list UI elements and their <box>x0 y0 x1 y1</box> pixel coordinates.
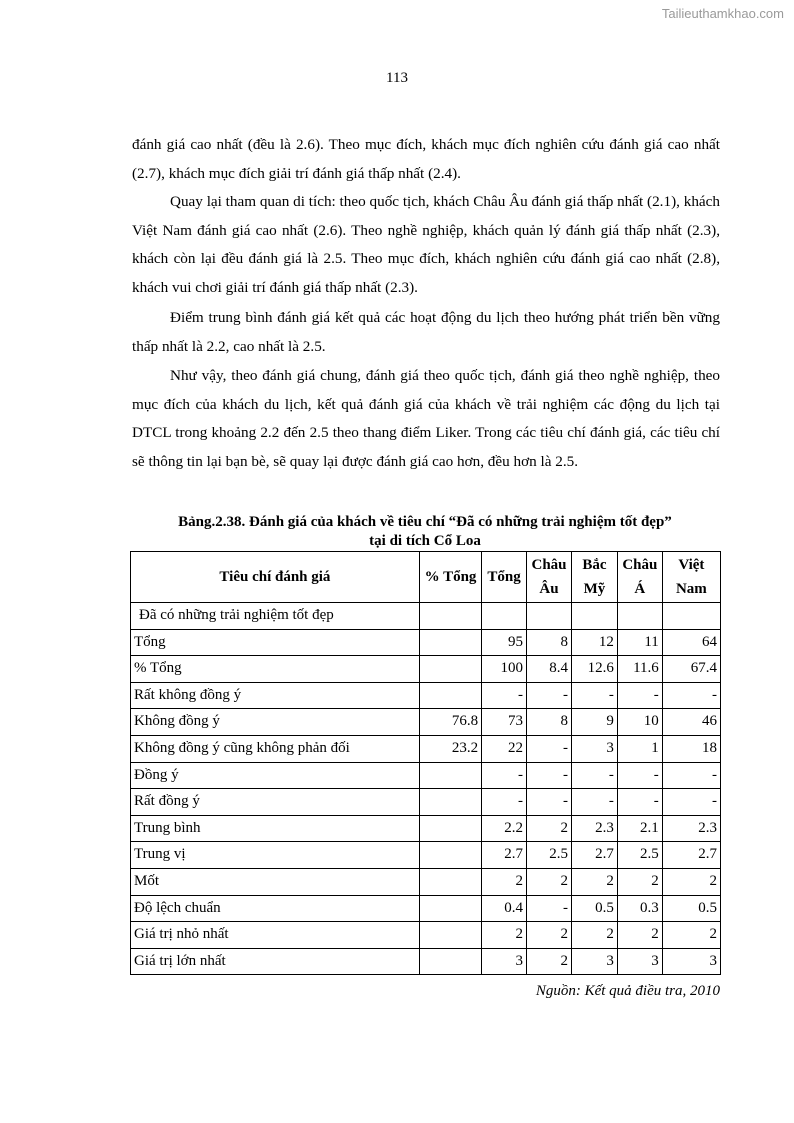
table-cell: 2 <box>527 868 572 895</box>
table-caption <box>120 513 730 551</box>
table-caption-line-2: tại di tích Cổ Loa <box>369 533 481 549</box>
table-cell: 8 <box>527 709 572 736</box>
table-cell: 95 <box>482 629 527 656</box>
row-label: Rất đồng ý <box>131 789 420 816</box>
table-cell <box>419 789 481 816</box>
table-cell: - <box>527 895 572 922</box>
table-cell: 64 <box>662 629 720 656</box>
table-cell: - <box>571 762 617 789</box>
row-label: Trung vị <box>131 842 420 869</box>
table-cell: - <box>571 789 617 816</box>
table-cell: 2.3 <box>662 815 720 842</box>
table-cell: 67.4 <box>662 656 720 683</box>
table-caption-line-1: Bảng.2.38. Đánh giá của khách về tiêu chí “Đã có những trải nghiệm tốt đẹp” <box>178 514 672 530</box>
table-cell <box>617 603 662 630</box>
table-cell: 2.7 <box>571 842 617 869</box>
table-row <box>131 922 721 949</box>
row-label: Tổng <box>131 629 420 656</box>
table-row <box>131 629 721 656</box>
table-cell: 3 <box>617 948 662 975</box>
table-cell <box>419 762 481 789</box>
table-row <box>131 762 721 789</box>
table-cell: 2 <box>617 922 662 949</box>
header-criteria: Tiêu chí đánh giá <box>131 552 420 603</box>
row-label: Trung bình <box>131 815 420 842</box>
table-cell: 3 <box>662 948 720 975</box>
table-cell: 9 <box>571 709 617 736</box>
row-label: Rất không đồng ý <box>131 682 420 709</box>
table-cell <box>419 603 481 630</box>
paragraph-3 <box>132 304 720 361</box>
table-cell: 3 <box>571 948 617 975</box>
header-asia: Châu Á <box>617 552 662 603</box>
paragraph-text: Điểm trung bình đánh giá kết quả các hoạt động du lịch theo hướng phát triển bền vững thấp nhất là 2.2, cao nhất là 2.5. <box>132 309 720 355</box>
table-cell <box>419 895 481 922</box>
table-cell: 12 <box>571 629 617 656</box>
table-cell: - <box>482 682 527 709</box>
row-label: Không đồng ý <box>131 709 420 736</box>
table-row <box>131 656 721 683</box>
table-cell: 2 <box>662 922 720 949</box>
table-cell: 22 <box>482 735 527 762</box>
table-cell: 12.6 <box>571 656 617 683</box>
table-cell: 2 <box>662 868 720 895</box>
row-label: Giá trị lớn nhất <box>131 948 420 975</box>
table-cell: 2 <box>482 868 527 895</box>
paragraph-text: Quay lại tham quan di tích: theo quốc tịch, khách Châu Âu đánh giá thấp nhất (2.1), khách Việt Nam đánh giá cao nhất (2.6). Theo nghề nghiệp, khách quản lý đánh giá thấp nhất (2.3), khách còn lại đều đánh giá là 2.5. Theo mục đích, khách nghiên cứu đánh giá cao nhất (2.8), khách vui chơi giải trí đánh giá thấp nhất (2.3). <box>132 193 720 296</box>
table-cell: 2 <box>527 948 572 975</box>
table-cell: 0.4 <box>482 895 527 922</box>
table-cell <box>419 656 481 683</box>
watermark: Tailieuthamkhao.com <box>661 6 784 21</box>
table-cell: 2 <box>571 922 617 949</box>
table-cell: 2.2 <box>482 815 527 842</box>
table-cell: 10 <box>617 709 662 736</box>
table-cell <box>662 603 720 630</box>
table-cell: - <box>482 789 527 816</box>
table-source: Nguồn: Kết quả điều tra, 2010 <box>535 983 720 999</box>
table-cell <box>571 603 617 630</box>
table-cell: 8.4 <box>527 656 572 683</box>
table-cell: 23.2 <box>419 735 481 762</box>
table-cell <box>482 603 527 630</box>
table-cell: - <box>617 789 662 816</box>
row-label: Độ lệch chuẩn <box>131 895 420 922</box>
table-cell: 2 <box>527 922 572 949</box>
table-cell: 73 <box>482 709 527 736</box>
table-cell <box>419 922 481 949</box>
paragraph-text: Như vậy, theo đánh giá chung, đánh giá theo quốc tịch, đánh giá theo nghề nghiệp, theo mục đích của khách du lịch, kết quả đánh giá của khách về trải nghiệm các động du lịch tại DTCL trong khoảng 2.2 đến 2.5 theo thang điểm Liker. Trong các tiêu chí đánh giá, các tiêu chí sẽ thông tin lại bạn bè, sẽ quay lại được đánh giá cao hơn, đều hơn là 2.5. <box>132 367 720 470</box>
header-total: Tổng <box>482 552 527 603</box>
table-cell: - <box>527 735 572 762</box>
table-section-row <box>131 603 721 630</box>
table-header-row <box>131 552 721 603</box>
table-row <box>131 868 721 895</box>
table-cell: - <box>662 682 720 709</box>
table-cell: - <box>482 762 527 789</box>
table-cell: 0.5 <box>571 895 617 922</box>
row-label: Giá trị nhỏ nhất <box>131 922 420 949</box>
table-row <box>131 842 721 869</box>
paragraph-2 <box>132 188 720 302</box>
table-cell: - <box>617 762 662 789</box>
table-cell: 2 <box>571 868 617 895</box>
paragraph-4 <box>132 362 720 476</box>
page-number: 113 <box>386 70 408 86</box>
table-row <box>131 735 721 762</box>
table-cell: 0.5 <box>662 895 720 922</box>
table-cell <box>419 842 481 869</box>
table-cell: 2.5 <box>527 842 572 869</box>
table-cell <box>419 948 481 975</box>
table-cell: 3 <box>571 735 617 762</box>
row-label: % Tổng <box>131 656 420 683</box>
paragraph-text: đánh giá cao nhất (đều là 2.6). Theo mục đích, khách mục đích nghiên cứu đánh giá cao nhất (2.7), khách mục đích giải trí đánh giá thấp nhất (2.4). <box>132 136 720 182</box>
table-cell: 0.3 <box>617 895 662 922</box>
table-cell <box>419 868 481 895</box>
header-north-america: Bắc Mỹ <box>571 552 617 603</box>
evaluation-table <box>130 551 721 975</box>
header-europe: Châu Âu <box>527 552 572 603</box>
table-cell: 2 <box>482 922 527 949</box>
table-row <box>131 815 721 842</box>
paragraph-1 <box>132 131 720 188</box>
table-cell <box>527 603 572 630</box>
table-cell: 11.6 <box>617 656 662 683</box>
table-cell: - <box>662 762 720 789</box>
table-cell: 18 <box>662 735 720 762</box>
row-label: Không đồng ý cũng không phản đối <box>131 735 420 762</box>
table-row <box>131 682 721 709</box>
header-vietnam: Việt Nam <box>662 552 720 603</box>
table-cell: 76.8 <box>419 709 481 736</box>
table-cell: - <box>662 789 720 816</box>
table-cell: - <box>571 682 617 709</box>
row-label: Mốt <box>131 868 420 895</box>
table-cell <box>419 815 481 842</box>
table-cell: - <box>527 762 572 789</box>
table-cell: 2.1 <box>617 815 662 842</box>
header-percent-total: % Tổng <box>419 552 481 603</box>
table-cell: 2.7 <box>482 842 527 869</box>
table-cell: 11 <box>617 629 662 656</box>
table-row <box>131 709 721 736</box>
table-cell: 2.3 <box>571 815 617 842</box>
table-cell: 2 <box>617 868 662 895</box>
row-label: Đồng ý <box>131 762 420 789</box>
table-row <box>131 789 721 816</box>
table-row <box>131 948 721 975</box>
table-cell: - <box>617 682 662 709</box>
table-cell: 2.5 <box>617 842 662 869</box>
table-cell: 1 <box>617 735 662 762</box>
table-row <box>131 895 721 922</box>
table-cell: 8 <box>527 629 572 656</box>
table-cell: - <box>527 682 572 709</box>
section-title: Đã có những trải nghiệm tốt đẹp <box>131 603 420 630</box>
table-cell: - <box>527 789 572 816</box>
table-cell: 46 <box>662 709 720 736</box>
table-cell <box>419 629 481 656</box>
table-cell: 2.7 <box>662 842 720 869</box>
table-cell: 100 <box>482 656 527 683</box>
table-cell: 3 <box>482 948 527 975</box>
table-cell: 2 <box>527 815 572 842</box>
table-cell <box>419 682 481 709</box>
